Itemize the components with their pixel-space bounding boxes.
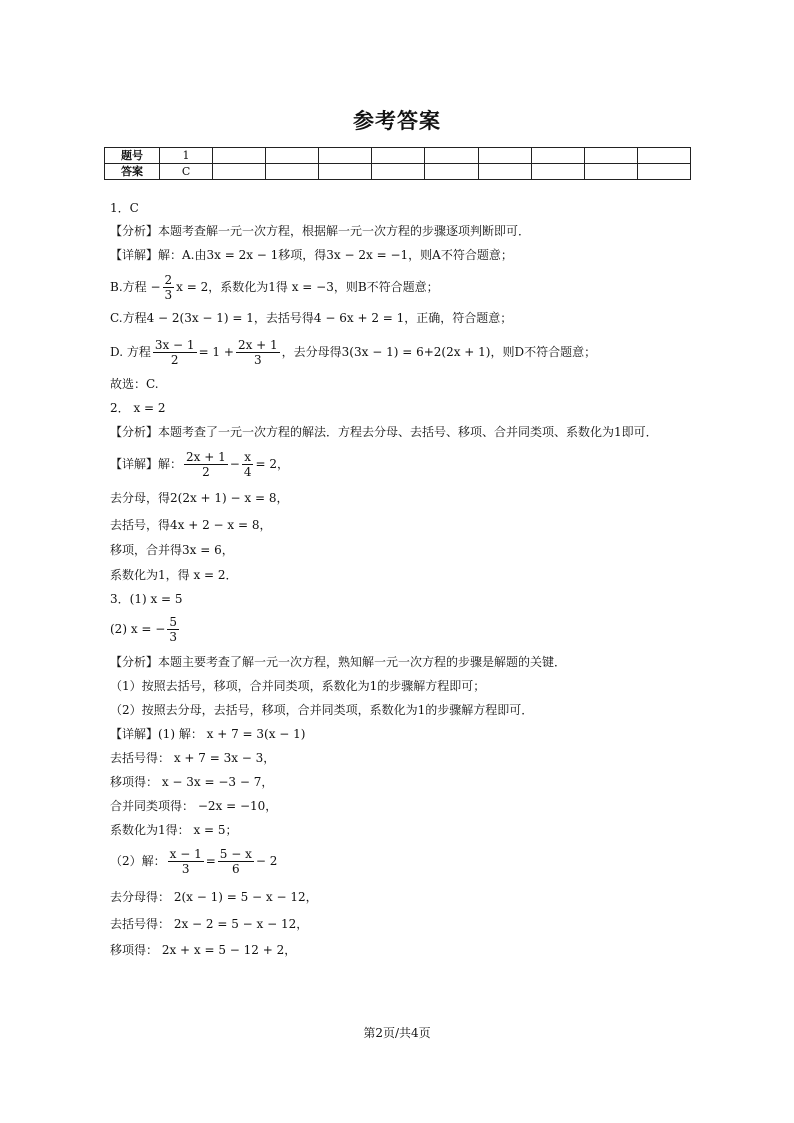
q3-heading: 3．(1) x = 5 — [110, 592, 183, 606]
fraction — [168, 847, 204, 876]
q3-p2-prefix: （2）解： — [110, 854, 166, 868]
q3-detail-5: 系数化为1得： x = 5； — [110, 823, 238, 837]
answer-cell — [637, 164, 690, 180]
q1-choice: 故选：C. — [110, 377, 159, 391]
denominator: 3 — [181, 862, 190, 876]
denominator: 2 — [202, 465, 210, 479]
q1-detail-a: 【详解】解：A.由3x = 2x − 1移项，得3x − 2x = −1，则A不符合题意； — [110, 248, 513, 262]
numerator: x — [242, 450, 254, 465]
q2-step-1: 去分母，得2(2x + 1) − x = 8， — [110, 491, 289, 505]
denominator: 3 — [253, 353, 262, 367]
answer-cell — [266, 164, 319, 180]
numerator: 2 — [164, 273, 173, 287]
answer-cell: C — [160, 164, 213, 180]
fraction — [184, 450, 228, 479]
q1-d-prefix: D. 方程 — [110, 345, 151, 359]
answer-cell — [372, 164, 425, 180]
fraction — [236, 338, 280, 367]
q1-b-suffix: x = 2，系数化为1得 x = −3，则B不符合题意； — [176, 280, 439, 294]
q1-analysis: 【分析】本题考查解一元一次方程，根据解一元一次方程的步骤逐项判断即可． — [110, 224, 531, 238]
answer-cell — [319, 164, 372, 180]
q1-b-prefix: B.方程 − — [110, 280, 161, 294]
minus-sign: − — [229, 457, 240, 471]
fraction — [167, 615, 179, 644]
numerator: 2x + 1 — [186, 450, 226, 464]
q3-step-1: 去分母得： 2(x − 1) = 5 − x − 12， — [110, 890, 318, 904]
number-cell — [213, 148, 266, 164]
number-cell — [372, 148, 425, 164]
numerator: x − 1 — [169, 847, 202, 861]
q3-part2-equation — [110, 846, 277, 876]
denominator: 3 — [169, 630, 177, 644]
number-cell — [584, 148, 637, 164]
denominator: 4 — [243, 465, 252, 479]
q2-detail — [110, 449, 289, 479]
answer-cell — [531, 164, 584, 180]
answer-cell — [478, 164, 531, 180]
numerator: 5 — [169, 615, 177, 629]
q2-step-3: 移项，合并得3x = 6， — [110, 543, 234, 557]
number-header: 题号 — [105, 148, 160, 164]
answer-cell — [425, 164, 478, 180]
page-footer: 第2页/共4页 — [363, 1026, 431, 1040]
numerator: 3x − 1 — [154, 338, 195, 352]
number-cell — [425, 148, 478, 164]
q3-step-3: 移项得： 2x + x = 5 − 12 + 2， — [110, 943, 297, 957]
number-cell — [319, 148, 372, 164]
q3-analysis: 【分析】本题主要考查了解一元一次方程，熟知解一元一次方程的步骤是解题的关键． — [110, 655, 567, 669]
answer-cell — [584, 164, 637, 180]
fraction — [163, 273, 175, 302]
numerator: 2x + 1 — [237, 338, 278, 352]
q3-detail-3: 移项得： x − 3x = −3 − 7， — [110, 775, 274, 789]
q1-option-b — [110, 272, 439, 302]
q1-d-middle: = 1 + — [198, 345, 234, 359]
q2-heading: 2． x = 2 — [110, 401, 166, 415]
answer-table — [104, 147, 691, 180]
number-cell — [637, 148, 690, 164]
numerator: 5 − x — [219, 847, 252, 861]
q2-step-4: 系数化为1，得 x = 2． — [110, 568, 238, 582]
q3-approach-2: （2）按照去分母，去括号，移项，合并同类项，系数化为1的步骤解方程即可． — [110, 703, 534, 717]
q2-detail-suffix: = 2， — [255, 457, 289, 471]
q3-detail-2: 去括号得： x + 7 = 3x − 3， — [110, 751, 276, 765]
number-cell: 1 — [160, 148, 213, 164]
q3-detail-4: 合并同类项得： −2x = −10， — [110, 799, 278, 813]
q3-p2-suffix: − 2 — [255, 854, 278, 868]
q1-heading: 1．C — [110, 201, 139, 215]
q1-option-d — [110, 337, 596, 367]
q3-approach-1: （1）按照去括号，移项，合并同类项，系数化为1的步骤解方程即可； — [110, 679, 486, 693]
fraction — [218, 847, 254, 876]
q2-detail-prefix: 【详解】解： — [110, 457, 183, 471]
q1-option-c: C.方程4 − 2(3x − 1) = 1，去括号得4 − 6x + 2 = 1，正确，符合题意； — [110, 311, 513, 325]
denominator: 3 — [164, 288, 173, 302]
number-cell — [531, 148, 584, 164]
q3-heading-part2 — [110, 614, 181, 644]
number-cell — [478, 148, 531, 164]
q3-h2-prefix: (2) x = − — [110, 622, 166, 636]
denominator: 2 — [170, 353, 179, 367]
q3-detail-1: 【详解】(1) 解： x + 7 = 3(x − 1) — [110, 727, 306, 741]
answer-table-answer-row — [105, 164, 691, 180]
fraction — [153, 338, 197, 367]
q2-analysis: 【分析】本题考查了一元一次方程的解法．方程去分母、去括号、移项、合并同类项、系数化为1即可． — [110, 425, 658, 439]
answer-cell — [213, 164, 266, 180]
q1-d-suffix: ，去分母得3(3x − 1) = 6+2(2x + 1)，则D不符合题意； — [281, 345, 597, 359]
denominator: 6 — [232, 862, 240, 876]
number-cell — [266, 148, 319, 164]
fraction — [242, 450, 254, 479]
answer-header: 答案 — [105, 164, 160, 180]
answer-table-number-row — [105, 148, 691, 164]
q3-step-2: 去括号得： 2x − 2 = 5 − x − 12， — [110, 917, 309, 931]
equals-sign: = — [205, 854, 216, 868]
page-title: 参考答案 — [353, 109, 441, 133]
q2-step-2: 去括号，得4x + 2 − x = 8， — [110, 518, 272, 532]
